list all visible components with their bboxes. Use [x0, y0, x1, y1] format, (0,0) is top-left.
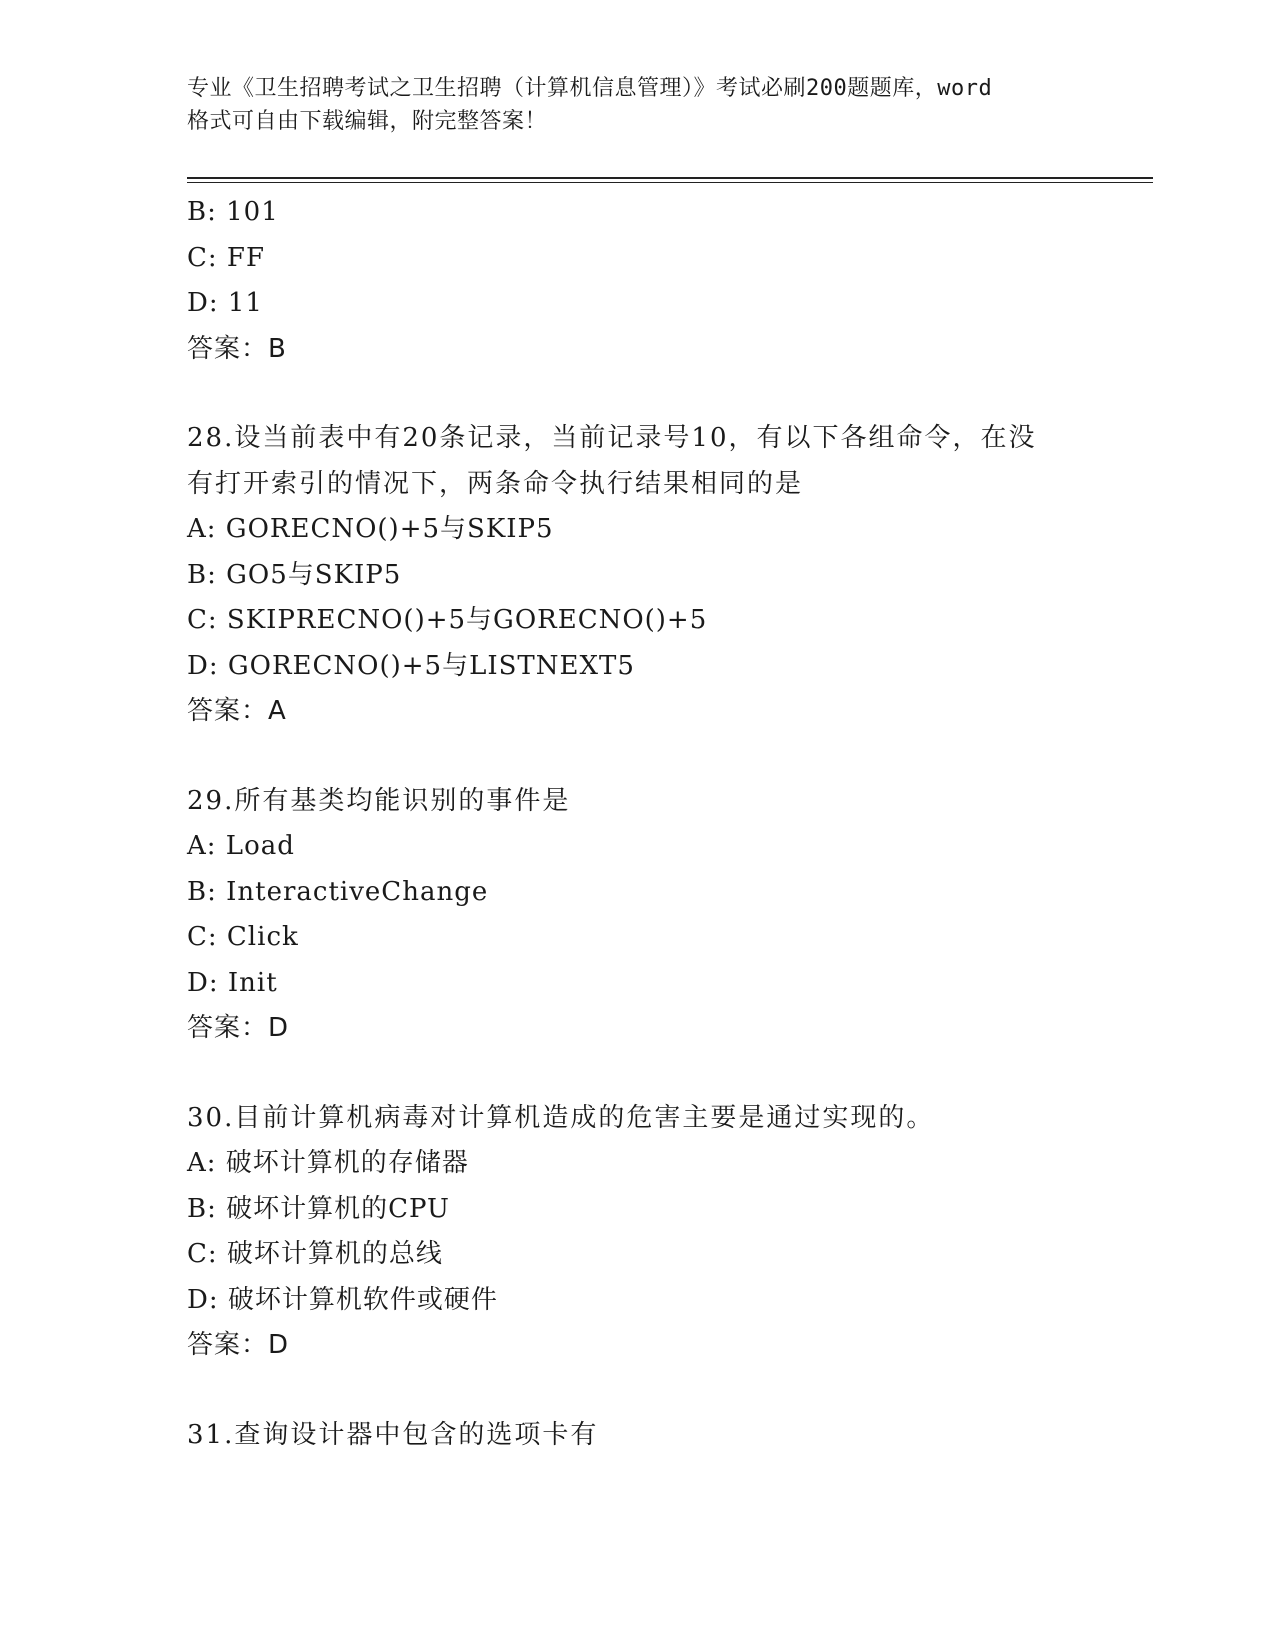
- option-b: B: InteractiveChange: [187, 876, 489, 907]
- question-29: [187, 779, 1107, 1052]
- answer: 答案：D: [187, 1013, 290, 1043]
- header-title-line-1: 专业《卫生招聘考试之卫生招聘（计算机信息管理）》考试必刷200题题库，word: [187, 76, 993, 101]
- question-text: 31.查询设计器中包含的选项卡有: [187, 1419, 599, 1450]
- document-header: [187, 72, 1087, 138]
- answer: 答案：A: [187, 696, 287, 726]
- option-b: B: 破坏计算机的CPU: [187, 1193, 450, 1224]
- spacer: [187, 1369, 1107, 1413]
- spacer: [187, 372, 1107, 416]
- header-divider-thin: [187, 182, 1153, 183]
- option-a: A: GORECNO()+5与SKIP5: [187, 514, 554, 544]
- spacer: [187, 735, 1107, 779]
- option-c: C: Click: [187, 922, 299, 952]
- option-b: B: GO5与SKIP5: [187, 559, 402, 590]
- question-27: [187, 190, 1107, 372]
- header-divider-thick: [187, 177, 1153, 179]
- question-text-line-1: 28.设当前表中有20条记录，当前记录号10，有以下各组命令，在没: [187, 423, 1037, 453]
- answer: 答案：D: [187, 1330, 290, 1360]
- question-list: [187, 190, 1107, 1458]
- option-d: D: 破坏计算机软件或硬件: [187, 1284, 498, 1315]
- question-28: [187, 416, 1107, 735]
- option-d: D: GORECNO()+5与LISTNEXT5: [187, 650, 635, 681]
- option-c: C: 破坏计算机的总线: [187, 1239, 443, 1269]
- option-d: D: Init: [187, 967, 278, 998]
- question-text-line-2: 有打开索引的情况下，两条命令执行结果相同的是: [187, 468, 804, 499]
- option-b: B: 101: [187, 197, 279, 227]
- question-text: 30.目前计算机病毒对计算机造成的危害主要是通过实现的。: [187, 1102, 935, 1133]
- question-30: [187, 1096, 1107, 1369]
- option-a: A: 破坏计算机的存储器: [187, 1148, 469, 1178]
- option-c: C: SKIPRECNO()+5与GORECNO()+5: [187, 605, 708, 635]
- question-31: [187, 1413, 1107, 1459]
- spacer: [187, 1052, 1107, 1096]
- header-title-line-2: 格式可自由下载编辑，附完整答案！: [187, 109, 548, 134]
- option-c: C: FF: [187, 242, 265, 273]
- question-text: 29.所有基类均能识别的事件是: [187, 785, 571, 816]
- answer: 答案：B: [187, 333, 287, 364]
- option-a: A: Load: [187, 831, 295, 861]
- option-d: D: 11: [187, 288, 263, 318]
